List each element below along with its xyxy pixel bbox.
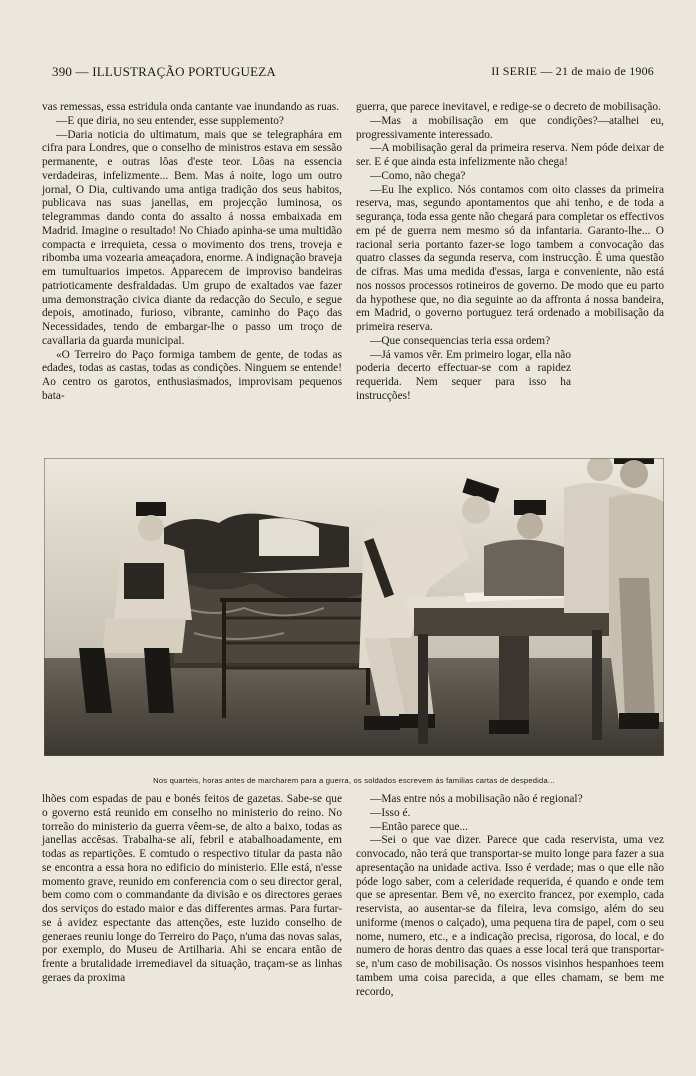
page-title: 390 — ILLUSTRAÇÃO PORTUGUEZA (52, 64, 277, 79)
paragraph: —Isso é. (370, 806, 411, 819)
paragraph: —Já vamos vêr. Em primeiro logar, ella não poderia decerto effectuar-se com a rapidez requerida. Nem sequer para isso ha instrucções! (356, 348, 571, 402)
paragraph: lhões com espadas de pau e bonés feitos de gazetas. Sabe-se que o governo está reunido em conselho no ministerio do reino. No torreão do ministerio da guerra vêem-se, de alto a baixo, todas as janellas accêsas. Trabalha-se alí, febril e atabalhoadamente, em todas as repartições. E comtudo o respectivo titular da pasta não se encontra a essa hora no edificio do ministerio. Elle está, n'esse momento grave, reunido em conferencia com o seu director geral, bem como com o commandante da divisão e os directores geraes dos serviços do estado maior e das differentes armas. Para furtar-se á avidez espectante das attenções, este luzido conselho de generaes reuniu longe do Terreiro do Paço, n'uma das novas salas, por exemplo, do Museu de Artilharia. Ahi se encara então de frente a brutalidade irremediavel da situação, traçam-se as linhas geraes da proxima (42, 793, 342, 984)
paragraph: —Mas entre nós a mobilisação não é regional? (370, 793, 583, 805)
paragraph: —Mas a mobilisação em que condições?—atalhei eu, progressivamente interessado. (356, 114, 664, 141)
top-left-column (42, 101, 342, 404)
bottom-right-column (356, 793, 664, 999)
paragraph: «O Terreiro do Paço formiga tambem de gente, de todas as edades, todas as castas, todas as condições. Ninguem se entende! Ao centro os garotos, enthusiasmados, improvisam pequenos bata- (42, 348, 342, 402)
paragraph: —Daria noticia do ultimatum, mais que se telegraphára em cifra para Londres, que o conselho de ministros estava em sessão permanente, e outras lôas d'este teor. Lôas na essencia verdadeiras, infelizmente... Bem. Mas á noite, logo um outro jornal, O Dia, cultivando uma antiga tradição dos seus habitos, publicava nas suas janellas, em projecção luminosa, os telegrammas dando conta do assalto á nossa embaixada em Madrid. Imagine o resultado! No Chiado apinha-se uma multidão compacta e irrequieta, cessa o movimento dos trens, troveja e ribomba uma vozearia ameaçadora, enorme. A indignação braveja em tumultuarios impetos. Apparecem de improviso bandeiras patrioticamente desfraldadas. Um grupo de exaltados vae fazer uma demonstração civica diante da redacção do Seculo, e segue depois, amotinado, furioso, vibrante, caminho do Paço das Necessidades, tendo de embargar-lhe o passo um troço de cavallaria da guarda municipal. (42, 128, 342, 347)
page-header (52, 64, 654, 82)
photo-caption: Nos quarteis, horas antes de marcharem para a guerra, os soldados escrevem ás familias cartas de despedida... (153, 776, 555, 785)
issue-date: II SERIE — 21 de maio de 1906 (491, 64, 654, 78)
paragraph: vas remessas, essa estridula onda cantante vae inundando as ruas. (42, 101, 340, 113)
paragraph: guerra, que parece inevitavel, e redige-se o decreto de mobilisação. (356, 101, 661, 113)
paragraph: —Então parece que... (370, 820, 468, 833)
paragraph: —Eu lhe explico. Nós contamos com oito classes da primeira reserva, mas, segundo apontamentos que ahi tenho, e de toda a segurança, toda essa gente não chegará para completar os effectivos em pé de guerra nem mesmo só da infantaria. Garanto-lhe... O racional seria portanto fazer-se logo tambem a convocação das quatro classes da segunda reserva, com instrucção. É uma questão de cifras. Mas uma medida d'essas, larga e conveniente, não está nos nossos processos rotineiros de governo. De modo que eu parto da hypothese que, no dia seguinte ao da affronta á nossa bandeira, em Madrid, o governo portuguez terá ordenado a mobilisação da primeira reserva. (356, 183, 664, 333)
paragraph: —Que consequencias teria essa ordem? (370, 334, 551, 347)
paragraph: —Como, não chega? (370, 169, 466, 182)
soldiers-photograph (44, 458, 664, 756)
paragraph: —Sei o que vae dizer. Parece que cada reservista, uma vez convocado, não terá que transportar-se muito longe para fazer a sua apresentação na unidade activa. Isso é verdade; mas o que elle não póde logo saber, com a celeridade requerida, é quando e onde tem que se apresentar. Bem vê, no exercito francez, por exemplo, cada reservista, ao ausentar-se da fileira, leva comsigo, além do seu uniforme (menos o calçado), uma pequena tira de papel, com o seu nome, numero, etc., e a indicação precisa, rigorosa, do local, e do numero de horas dentro das quaes a esse local terá que transportar-se, n'um caso de mobilisação. Os nossos visinhos hespanhoes teem tambem uma coisa parecida, a que elles chamam, se bem me recordo, (356, 834, 664, 998)
paragraph: —E que diria, no seu entender, esse supplemento? (56, 114, 284, 127)
soldiers-photo-illustration (44, 458, 664, 756)
bottom-left-column (42, 793, 342, 986)
paragraph: —A mobilisação geral da primeira reserva. Nem póde deixar de ser. E é que ainda esta infelizmente não chega! (356, 142, 664, 168)
top-right-column (356, 101, 664, 404)
